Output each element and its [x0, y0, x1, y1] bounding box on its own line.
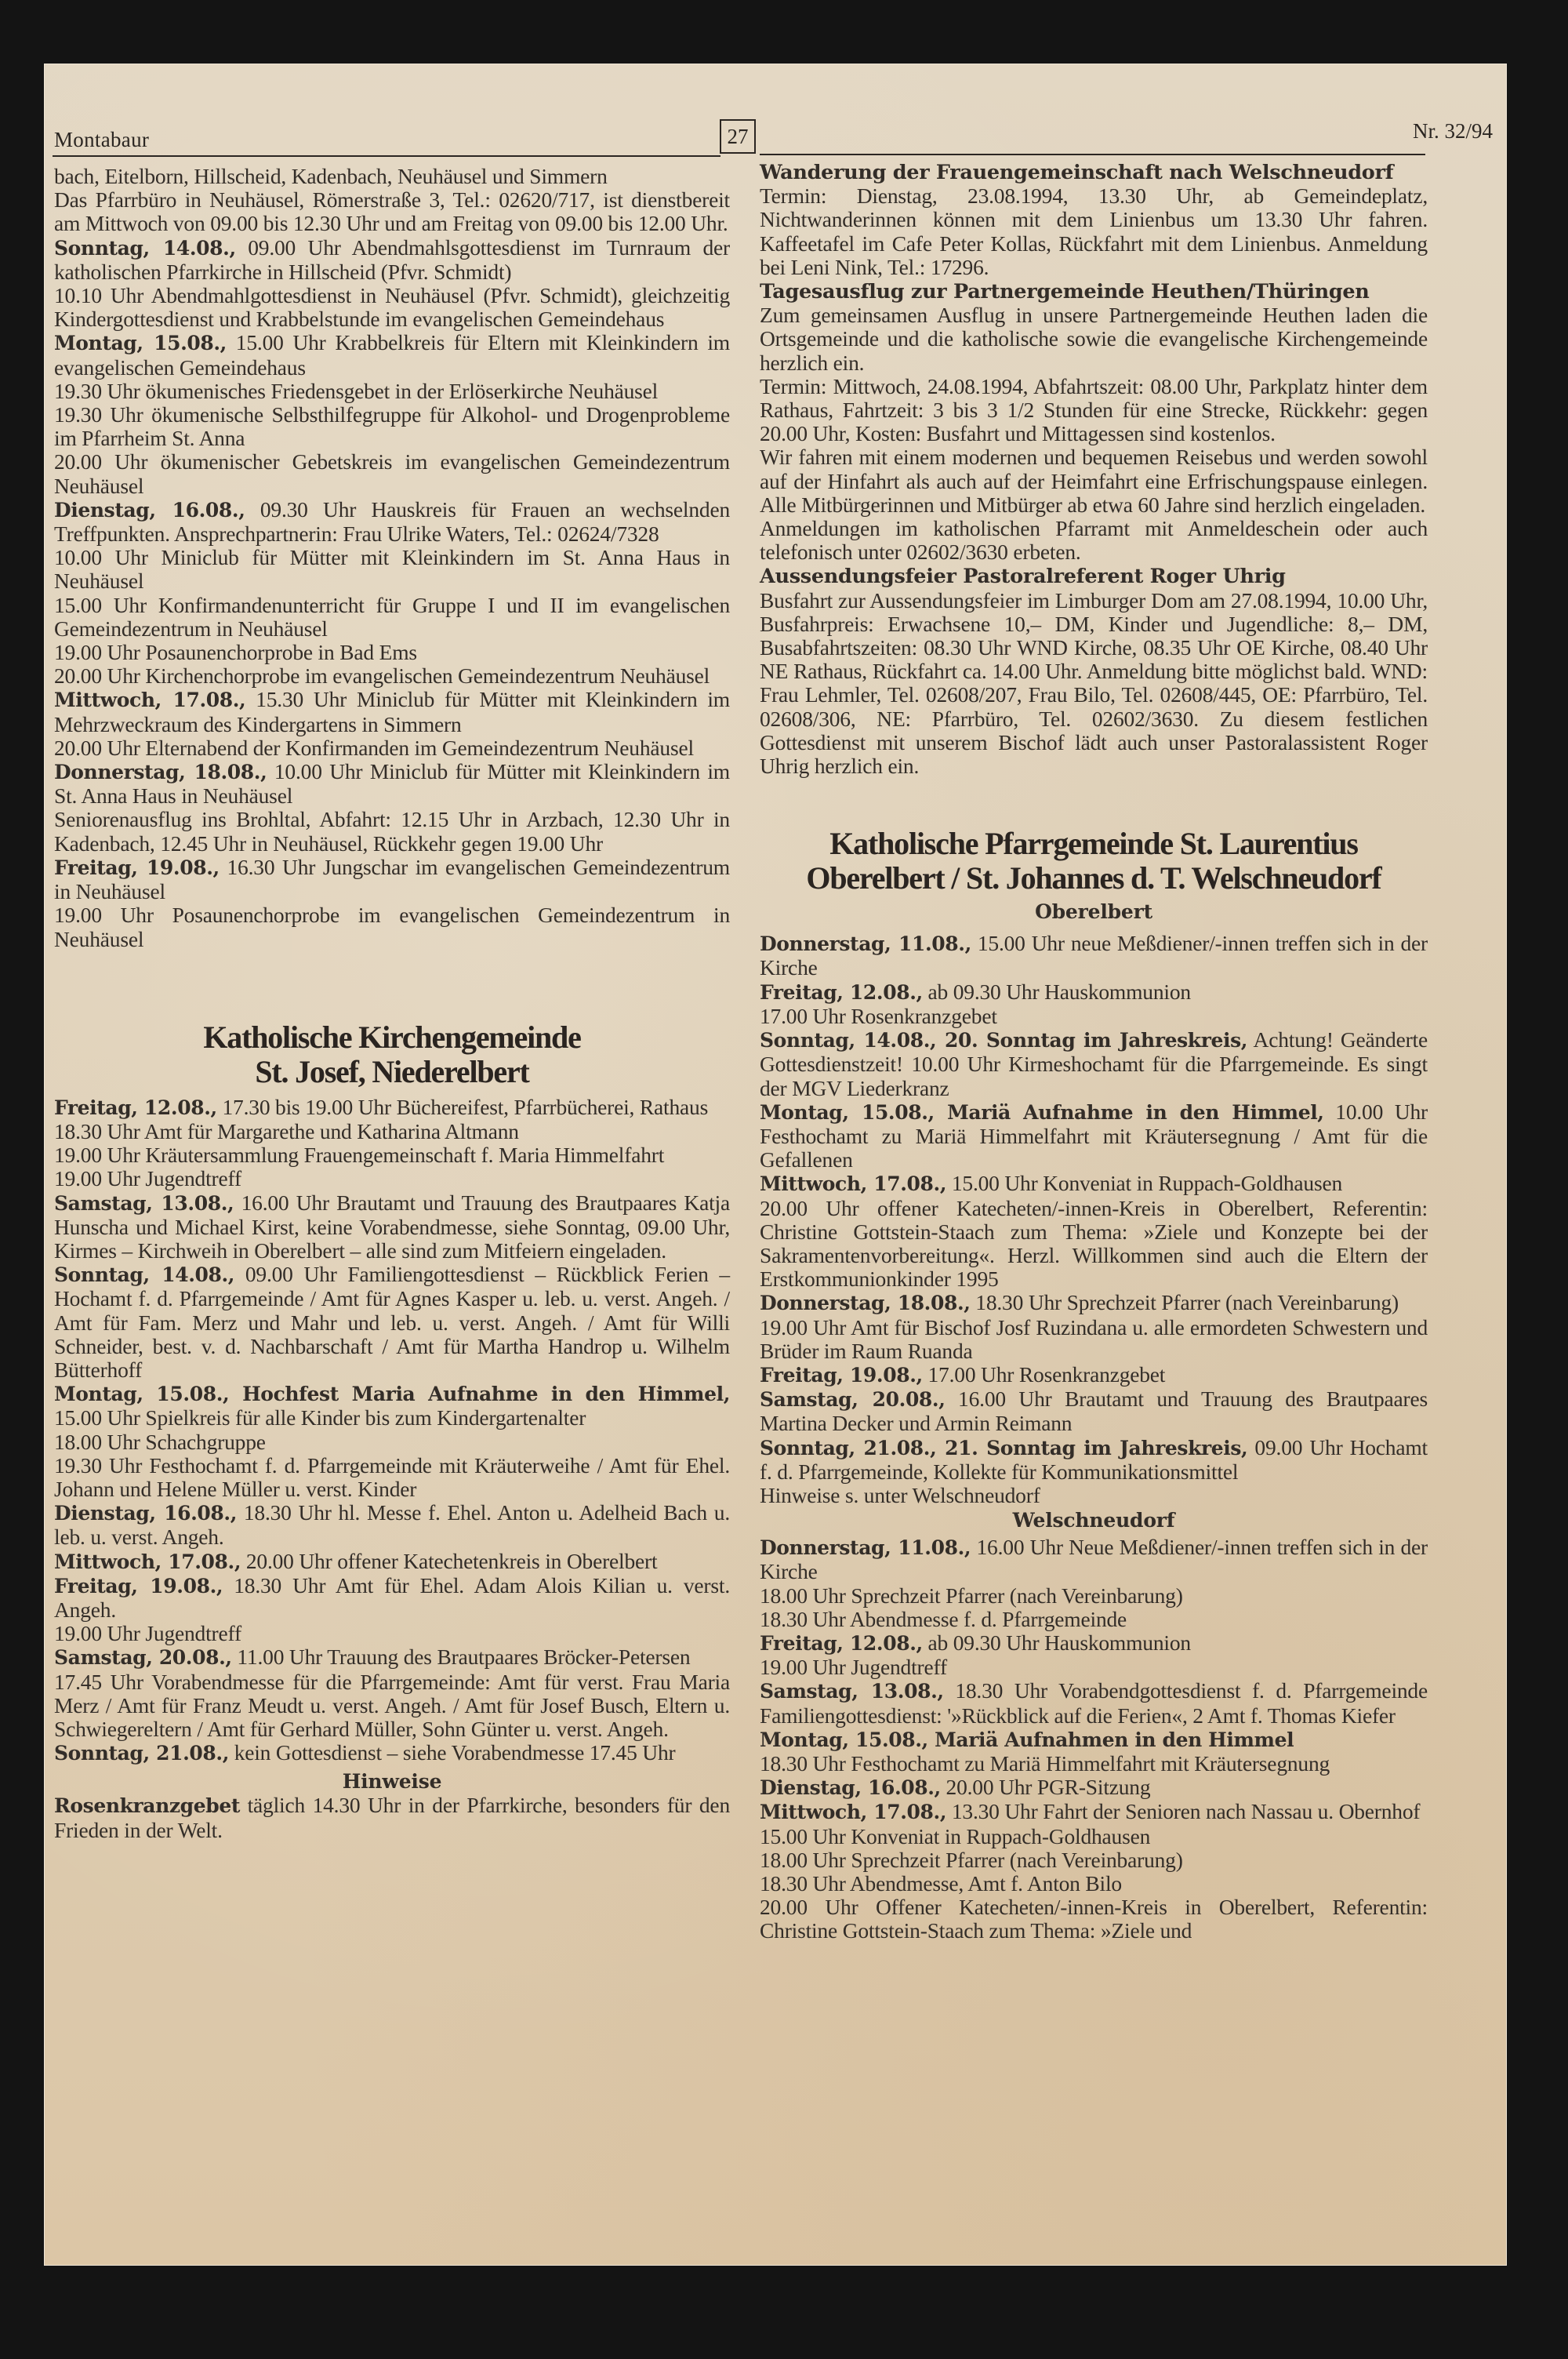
schedule-entry	[54, 1670, 730, 1742]
schedule-entry	[760, 1608, 1428, 1631]
schedule-entry	[54, 188, 730, 235]
schedule-entry	[760, 1387, 1428, 1435]
right-column	[760, 160, 1428, 1943]
schedule-entry	[760, 1631, 1428, 1656]
article-title-text: Wanderung der Frauengemeinschaft nach Welschneudorf	[760, 161, 1394, 184]
entry-date-label: Samstag, 13.08.,	[760, 1680, 944, 1703]
schedule-entry	[54, 1741, 730, 1765]
entry-text: 18.30 Uhr Abendmesse f. d. Pfarrgemeinde	[760, 1606, 1127, 1631]
entry-text: Busfahrt zur Aussendungsfeier im Limburger Dom am 27.08.1994, 10.00 Uhr, Busfahrpreis: Erwachsene 10,– DM, Kinder und Jugendliche: 8,– DM, Busabfahrtszeiten: 08.30 Uhr WND Kirche, 08.35 Uhr OE Kirche, 08.40 Uhr NE Rathaus, Rückfahrt ca. 14.00 Uhr. Anmeldung bitte möglichst bald. WND: Frau Lehmler, Tel. 02608/207, Frau Bilo, Tel. 02608/445, OE: Pfarrbüro, Tel. 02608/306, NE: Pfarrbüro, Tel. 02602/3630. Zu diesem festlichen Gottesdienst mit unserem Bischof lädt auch unser Pastoralassistent Roger Uhrig herzlich ein.	[760, 587, 1428, 779]
section-title-st-josef-line2: St. Josef, Niederelbert	[255, 1053, 529, 1089]
schedule-entry	[760, 589, 1428, 779]
entry-text: Termin: Dienstag, 23.08.1994, 13.30 Uhr, ab Gemeindeplatz, Nichtwanderinnen können mit dem Linienbus um 13.30 Uhr fahren. Kaffeetafel im Cafe Peter Kollas, Rückfahrt mit dem Linienbus. Anmeldung bei Leni Nink, Tel.: 17296.	[760, 184, 1428, 279]
entry-date-label: Montag, 15.08.,	[54, 332, 227, 355]
entry-text: Hinweise s. unter Welschneudorf	[760, 1482, 1040, 1507]
entry-text: 20.00 Uhr Elternabend der Konfirmanden im Gemeindezentrum Neuhäusel	[54, 735, 694, 760]
entry-text: 20.00 Uhr Offener Katecheten/-innen-Kreis in Oberelbert, Referentin: Christine Gottstein-Staach zum Thema: »Ziele und	[760, 1895, 1428, 1943]
article-title	[760, 279, 1428, 304]
header-rule-left	[53, 155, 720, 157]
schedule-entry	[54, 1430, 730, 1454]
entry-text: 18.00 Uhr Sprechzeit Pfarrer (nach Vereinbarung)	[760, 1583, 1183, 1608]
entry-text: 17.30 bis 19.00 Uhr Büchereifest, Pfarrbücherei, Rathaus	[216, 1094, 709, 1119]
entry-text: Achtung! Geänderte Gottesdienstzeit! 10.00 Uhr Kirmeshochamt für die Pfarrgemeinde. Es singt der MGV Liederkranz	[760, 1027, 1428, 1100]
entry-date-label: Samstag, 20.08.,	[760, 1388, 946, 1412]
entry-text: 19.00 Uhr Jugendtreff	[54, 1621, 241, 1646]
entry-date-label: Montag, 15.08., Hochfest Maria Aufnahme in den Himmel,	[54, 1383, 730, 1406]
entry-text: 09.00 Uhr Abendmahlsgottesdienst im Turnraum der katholischen Pfarrkirche in Hillscheid (Pfvr. Schmidt)	[54, 234, 730, 284]
entry-text: 17.45 Uhr Vorabendmesse für die Pfarrgemeinde: Amt für verst. Frau Maria Merz / Amt für Franz Meudt u. verst. Angeh. / Amt für Josef Busch, Eltern u. Schwiegereltern / Amt für Gerhard Müller, Sohn Günter u. verst. Angeh.	[54, 1669, 730, 1741]
entry-date-label: Sonntag, 14.08.,	[54, 236, 236, 260]
entry-text: 09.00 Uhr Familiengottesdienst – Rückblick Ferien – Hochamt f. d. Pfarrgemeinde / Amt für Agnes Kasper u. leb. u. verst. Angeh. / Amt für Fam. Merz und Mahr und leb. u. verst. Angeh. / Amt für Willi Schneider, best. v. d. Nachbarschaft / Amt für Martha Handrop u. Wilhelm Bütterhoff	[54, 1262, 730, 1382]
schedule-entry	[54, 380, 730, 403]
entry-text: täglich 14.30 Uhr in der Pfarrkirche, besonders für den Frieden in der Welt.	[54, 1793, 730, 1842]
page-number-box: 27	[720, 119, 756, 154]
entry-text: 20.00 Uhr offener Katecheten/-innen-Kreis in Oberelbert, Referentin: Christine Gottstein-Staach zum Thema: »Ziele und Konzepte bei der Sakramentenvorbereitung«. Herzl. Willkommen sind auch die Eltern der Erstkommunionkinder 1995	[760, 1195, 1428, 1292]
entry-date-label: Dienstag, 16.08.,	[760, 1776, 941, 1800]
entry-date-label: Freitag, 19.08.,	[54, 1574, 223, 1598]
schedule-entry	[760, 932, 1428, 980]
entry-text: 16.00 Uhr Brautamt und Trauung des Brautpaares Martina Decker und Armin Reimann	[760, 1387, 1428, 1436]
notes-list	[54, 1794, 730, 1841]
entry-date-label: Sonntag, 14.08.,	[54, 1263, 235, 1287]
schedule-entry	[54, 498, 730, 546]
entry-text: ab 09.30 Uhr Hauskommunion	[922, 979, 1191, 1004]
schedule-entry	[760, 1656, 1428, 1679]
schedule-entry	[54, 1454, 730, 1501]
section-title-st-laurentius-line2: Oberelbert / St. Johannes d. T. Welschneudorf	[806, 860, 1381, 896]
st-josef-schedule	[54, 1096, 730, 1766]
subsection-title-welschneudorf: Welschneudorf	[1012, 1509, 1175, 1532]
entry-text: 20.00 Uhr PGR-Sitzung	[940, 1775, 1151, 1800]
entry-text: 11.00 Uhr Trauung des Brautpaares Bröcker-Petersen	[231, 1645, 691, 1670]
entry-date-label: Freitag, 12.08.,	[760, 980, 923, 1004]
entry-date-label: Dienstag, 16.08.,	[54, 498, 245, 522]
entry-date-label: Sonntag, 21.08.,	[54, 1742, 230, 1765]
schedule-entry	[54, 1167, 730, 1190]
schedule-entry	[54, 903, 730, 951]
schedule-entry	[54, 1501, 730, 1549]
schedule-entry	[760, 1872, 1428, 1896]
entry-date-label: Montag, 15.08., Mariä Aufnahme in den Himmel,	[760, 1100, 1324, 1124]
section-title-st-josef-line1: Katholische Kirchengemeinde	[203, 1019, 581, 1055]
schedule-entry	[760, 1800, 1428, 1824]
schedule-entry	[54, 664, 730, 688]
schedule-entry	[54, 1645, 730, 1670]
schedule-entry	[760, 1536, 1428, 1583]
entry-text: 15.00 Uhr neue Meßdiener/-innen treffen sich in der Kirche	[760, 931, 1428, 980]
entry-text: 15.30 Uhr Miniclub für Mütter mit Kleinkindern im Mehrzweckraum des Kindergartens in Simmern	[54, 687, 730, 736]
entry-date-label: Freitag, 19.08.,	[760, 1363, 923, 1387]
schedule-entry	[760, 517, 1428, 564]
schedule-entry	[54, 403, 730, 450]
entry-date-label: Samstag, 20.08.,	[54, 1646, 232, 1670]
entry-text: 18.30 Uhr Abendmesse, Amt f. Anton Bilo	[760, 1871, 1122, 1896]
schedule-entry	[760, 1896, 1428, 1943]
schedule-entry	[760, 445, 1428, 517]
schedule-entry	[760, 1363, 1428, 1387]
entry-text: ab 09.30 Uhr Hauskommunion	[922, 1630, 1191, 1655]
entry-text: Anmeldungen im katholischen Pfarramt mit Anmeldeschein oder auch telefonisch unter 02602/3630 erbeten.	[760, 516, 1428, 565]
entry-date-label: Mittwoch, 17.08.,	[54, 1550, 241, 1573]
subsection-title-oberelbert: Oberelbert	[1035, 900, 1152, 924]
schedule-entry	[54, 856, 730, 903]
entry-date-label: Freitag, 12.08.,	[54, 1096, 217, 1119]
entry-text: 19.00 Uhr Posaunenchorprobe im evangelischen Gemeindezentrum in Neuhäusel	[54, 903, 730, 951]
header-rule-right	[760, 154, 1425, 155]
schedule-entry	[760, 1484, 1428, 1507]
schedule-entry	[54, 1096, 730, 1120]
schedule-entry	[760, 304, 1428, 375]
schedule-entry	[760, 1197, 1428, 1292]
entry-date-label: Sonntag, 21.08., 21. Sonntag im Jahreskreis,	[760, 1436, 1248, 1459]
schedule-entry	[54, 1622, 730, 1645]
entry-date-label: Montag, 15.08., Mariä Aufnahmen in den Himmel	[760, 1728, 1294, 1751]
notes-title: Hinweise	[342, 1770, 442, 1794]
header-issue: Nr. 32/94	[1412, 119, 1493, 143]
entry-text: 18.00 Uhr Sprechzeit Pfarrer (nach Vereinbarung)	[760, 1847, 1183, 1872]
entry-text: 18.30 Uhr Amt für Ehel. Adam Alois Kilian u. verst. Angeh.	[54, 1572, 731, 1622]
entry-date-label: Donnerstag, 11.08.,	[760, 932, 971, 956]
welschneudorf-schedule	[760, 1536, 1428, 1943]
entry-text: 19.00 Uhr Jugendtreff	[760, 1655, 947, 1680]
entry-text: 16.00 Uhr Neue Meßdiener/-innen treffen sich in der Kirche	[760, 1535, 1428, 1584]
schedule-entry	[760, 1825, 1428, 1848]
entry-text: 09.00 Uhr Hochamt f. d. Pfarrgemeinde, Kollekte für Kommunikationsmittel	[760, 1434, 1428, 1484]
entry-text: 10.00 Uhr Miniclub für Mütter mit Kleinkindern im St. Anna Haus in Neuhäusel	[54, 759, 730, 809]
schedule-entry	[760, 1100, 1428, 1172]
section-title-st-laurentius-line1: Katholische Pfarrgemeinde St. Laurentius	[829, 826, 1358, 862]
schedule-entry	[760, 1584, 1428, 1608]
entry-text: 19.00 Uhr Amt für Bischof Josf Ruzindana u. alle ermordeten Schwestern und Brüder im Raum Ruanda	[760, 1314, 1428, 1363]
entry-date-label: Mittwoch, 17.08.,	[54, 689, 246, 712]
entry-text: 17.00 Uhr Rosenkranzgebet	[760, 1003, 997, 1028]
oberelbert-schedule	[760, 932, 1428, 1507]
schedule-entry	[54, 331, 730, 379]
entry-text: 18.30 Uhr hl. Messe f. Ehel. Anton u. Adelheid Bach u. leb. u. verst. Angeh.	[54, 1500, 731, 1550]
entry-text: Das Pfarrbüro in Neuhäusel, Römerstraße 3, Tel.: 02620/717, ist dienstbereit am Mittwoch von 09.00 bis 12.30 Uhr und am Freitag von 09.00 bis 12.00 Uhr.	[54, 187, 730, 236]
schedule-entry	[760, 1436, 1428, 1484]
entry-date-label: Dienstag, 16.08.,	[54, 1502, 238, 1525]
schedule-entry	[760, 1752, 1428, 1776]
entry-text: bach, Eitelborn, Hillscheid, Kadenbach, Neuhäusel und Simmern	[54, 164, 608, 188]
entry-date-label: Donnerstag, 18.08.,	[54, 761, 267, 784]
entry-text: 10.00 Uhr Miniclub für Mütter mit Kleinkindern im St. Anna Haus in Neuhäusel	[54, 545, 730, 594]
schedule-entry	[760, 980, 1428, 1005]
entry-text: 16.00 Uhr Brautamt und Trauung des Brautpaares Katja Hunscha und Michael Kirst, keine Vorabendmesse, siehe Sonntag, 09.00 Uhr, Kirmes – Kirchweih in Oberelbert – alle sind zum Mitfeiern eingeladen.	[54, 1190, 730, 1263]
schedule-entry	[54, 1263, 730, 1382]
left-intro	[54, 165, 730, 951]
entry-date-label: Samstag, 13.08.,	[54, 1191, 234, 1215]
schedule-entry	[760, 1316, 1428, 1363]
entry-text: 13.30 Uhr Fahrt der Senioren nach Nassau u. Obernhof	[946, 1799, 1421, 1824]
entry-text: 19.30 Uhr ökumenisches Friedensgebet in der Erlöserkirche Neuhäusel	[54, 378, 659, 403]
schedule-entry	[760, 184, 1428, 279]
schedule-entry	[54, 284, 730, 331]
entry-text: kein Gottesdienst – siehe Vorabendmesse 17.45 Uhr	[229, 1740, 676, 1765]
schedule-entry	[54, 236, 730, 284]
left-column	[54, 165, 730, 1842]
entry-text: 18.30 Uhr Amt für Margarethe und Katharina Altmann	[54, 1118, 519, 1143]
schedule-entry	[54, 688, 730, 736]
right-intro	[760, 160, 1428, 778]
schedule-entry	[54, 760, 730, 808]
entry-date-label: Mittwoch, 17.08.,	[760, 1172, 947, 1196]
entry-text: 16.30 Uhr Jungschar im evangelischen Gemeindezentrum in Neuhäusel	[54, 854, 730, 904]
schedule-entry	[54, 1143, 730, 1167]
schedule-entry	[54, 1191, 730, 1263]
entry-text: 19.00 Uhr Kräutersammlung Frauengemeinschaft f. Maria Himmelfahrt	[54, 1143, 665, 1168]
header-place: Montabaur	[54, 128, 150, 151]
entry-text: 18.30 Uhr Festhochamt zu Mariä Himmelfahrt mit Kräutersegnung	[760, 1750, 1330, 1776]
schedule-entry	[760, 1679, 1428, 1727]
entry-text: 17.00 Uhr Rosenkranzgebet	[922, 1361, 1166, 1387]
schedule-entry	[54, 1120, 730, 1143]
schedule-entry	[54, 546, 730, 593]
schedule-entry	[54, 594, 730, 641]
entry-text: 20.00 Uhr Kirchenchorprobe im evangelischen Gemeindezentrum Neuhäusel	[54, 663, 710, 689]
schedule-entry	[54, 1794, 730, 1841]
entry-date-label: Donnerstag, 18.08.,	[760, 1292, 971, 1315]
entry-date-label: Freitag, 19.08.,	[54, 856, 220, 879]
entry-date-label: Donnerstag, 11.08.,	[760, 1536, 971, 1560]
schedule-entry	[54, 1574, 730, 1622]
entry-text: 15.00 Uhr Konfirmandenunterricht für Gruppe I und II im evangelischen Gemeindezentrum in Neuhäusel	[54, 592, 730, 641]
entry-date-label: Mittwoch, 17.08.,	[760, 1801, 947, 1824]
schedule-entry	[54, 1382, 730, 1430]
entry-text: 15.00 Uhr Konveniat in Ruppach-Goldhausen	[760, 1823, 1151, 1848]
entry-text: Termin: Mittwoch, 24.08.1994, Abfahrtszeit: 08.00 Uhr, Parkplatz hinter dem Rathaus, Fahrtzeit: 3 bis 3 1/2 Stunden für eine Strecke, Rückkehr: gegen 20.00 Uhr, Kosten: Busfahrt und Mittagessen sind kostenlos.	[760, 373, 1428, 446]
entry-text: Wir fahren mit einem modernen und bequemen Reisebus und werden sowohl auf der Hinfahrt als auch auf der Heimfahrt eine Erfrischungspause einlegen. Alle Mitbürgerinnen und Mitbürger ab etwa 60 Jahre sind herzlich eingeladen.	[760, 445, 1428, 517]
entry-text: 09.30 Uhr Hauskreis für Frauen an wechselnden Treffpunkten. Ansprechpartnerin: Frau Ulrike Waters, Tel.: 02624/7328	[54, 496, 731, 547]
entry-date-label: Sonntag, 14.08., 20. Sonntag im Jahreskreis,	[760, 1029, 1248, 1052]
entry-text: 20.00 Uhr ökumenischer Gebetskreis im evangelischen Gemeindezentrum Neuhäusel	[54, 449, 730, 498]
article-title	[760, 564, 1428, 588]
entry-text: 19.00 Uhr Jugendtreff	[54, 1166, 241, 1191]
schedule-entry	[54, 808, 730, 855]
schedule-entry	[760, 1172, 1428, 1196]
entry-text: 15.00 Uhr Spielkreis für alle Kinder bis zum Kindergartenalter	[54, 1405, 586, 1430]
entry-date-label: Rosenkranzgebet	[54, 1794, 240, 1818]
article-title	[760, 160, 1428, 184]
schedule-entry	[54, 736, 730, 760]
entry-text: 19.30 Uhr ökumenische Selbsthilfegruppe für Alkohol- und Drogenprobleme im Pfarrheim St. Anna	[54, 402, 730, 451]
entry-text: 18.30 Uhr Vorabendgottesdienst f. d. Pfarrgemeinde Familiengottesdienst: '»Rückblick auf die Ferien«, 2 Amt f. Thomas Kiefer	[760, 1678, 1428, 1728]
entry-text: Seniorenausflug ins Brohltal, Abfahrt: 12.15 Uhr in Arzbach, 12.30 Uhr in Kadenbach, 12.45 Uhr in Neuhäusel, Rückkehr gegen 19.00 Uhr	[54, 807, 730, 856]
schedule-entry	[54, 1550, 730, 1574]
schedule-entry	[760, 1028, 1428, 1100]
schedule-entry	[760, 1005, 1428, 1028]
entry-text: 18.30 Uhr Sprechzeit Pfarrer (nach Vereinbarung)	[970, 1290, 1399, 1315]
entry-text: 20.00 Uhr offener Katechetenkreis in Oberelbert	[241, 1548, 658, 1573]
schedule-entry	[760, 1728, 1428, 1752]
article-title-text: Aussendungsfeier Pastoralreferent Roger Uhrig	[760, 565, 1286, 589]
schedule-entry	[54, 165, 730, 188]
entry-text: 15.00 Uhr Konveniat in Ruppach-Goldhausen	[946, 1171, 1343, 1196]
schedule-entry	[54, 450, 730, 497]
article-title-text: Tagesausflug zur Partnergemeinde Heuthen/Thüringen	[760, 280, 1370, 304]
entry-text: 10.00 Uhr Festhochamt zu Mariä Himmelfahrt mit Kräutersegnung / Amt für die Gefallenen	[760, 1099, 1428, 1172]
entry-text: 10.10 Uhr Abendmahlgottesdienst in Neuhäusel (Pfvr. Schmidt), gleichzeitig Kindergottesdienst und Krabbelstunde im evangelischen Gemeindehaus	[54, 283, 730, 332]
entry-text: 18.00 Uhr Schachgruppe	[54, 1429, 266, 1454]
schedule-entry	[760, 1848, 1428, 1872]
entry-text: Zum gemeinsamen Ausflug in unsere Partnergemeinde Heuthen laden die Ortsgemeinde und die katholische sowie die evangelische Kirchengemeinde herzlich ein.	[760, 303, 1428, 375]
schedule-entry	[760, 1291, 1428, 1315]
schedule-entry	[54, 641, 730, 664]
entry-date-label: Freitag, 12.08.,	[760, 1631, 923, 1655]
schedule-entry	[760, 1776, 1428, 1800]
schedule-entry	[760, 375, 1428, 446]
entry-text: 15.00 Uhr Krabbelkreis für Eltern mit Kleinkindern im evangelischen Gemeindehaus	[54, 330, 730, 380]
entry-text: 19.30 Uhr Festhochamt f. d. Pfarrgemeinde mit Kräuterweihe / Amt für Ehel. Johann und Helene Müller u. verst. Kinder	[54, 1452, 730, 1501]
entry-text: 19.00 Uhr Posaunenchorprobe in Bad Ems	[54, 640, 417, 665]
